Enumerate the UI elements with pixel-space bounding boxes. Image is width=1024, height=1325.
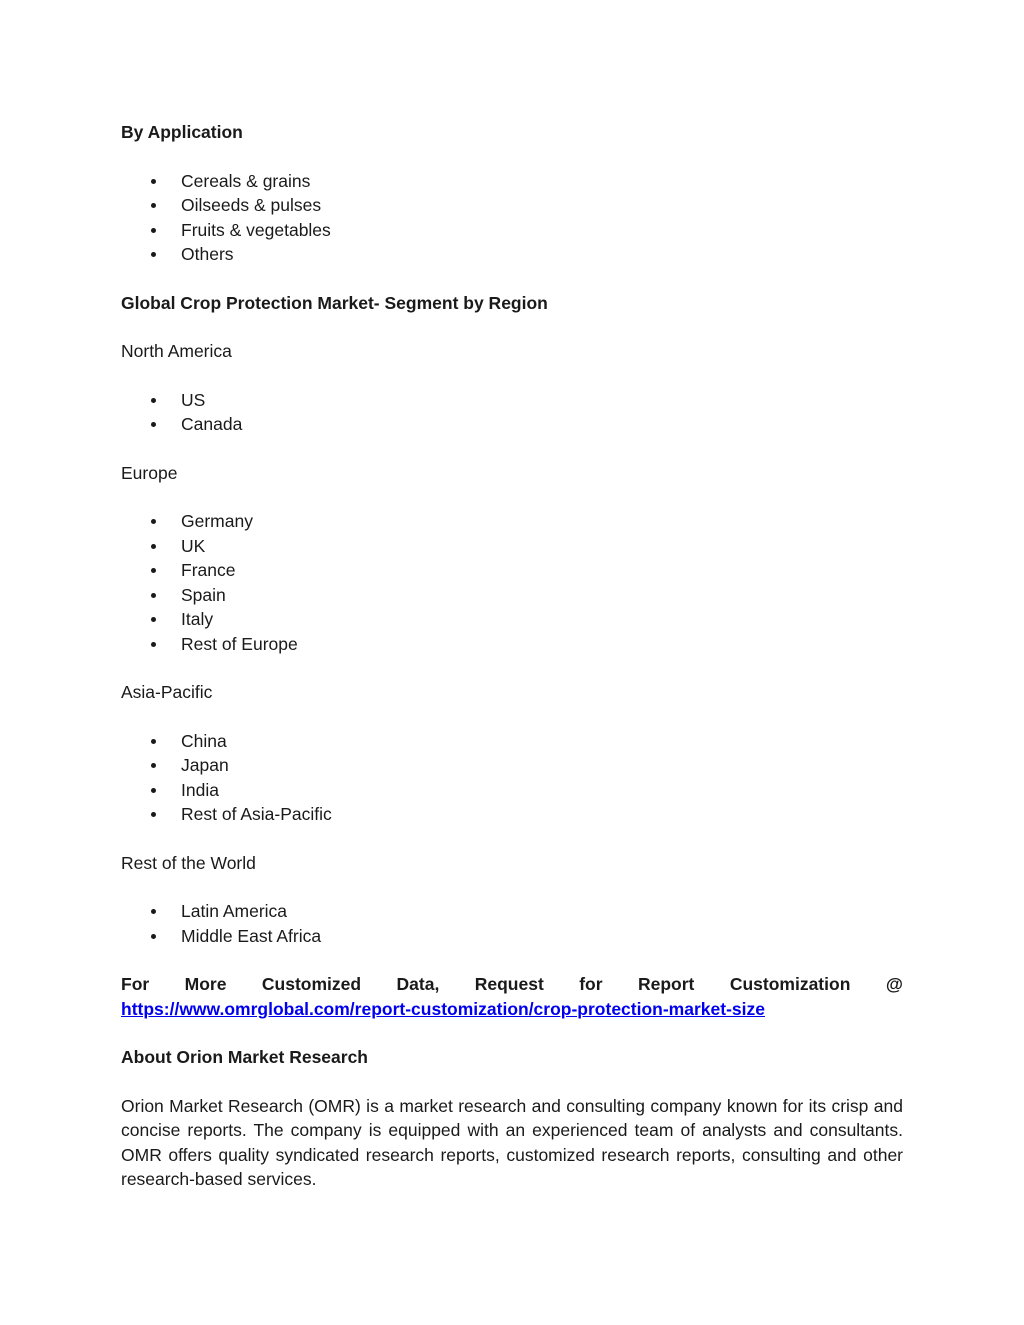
list-item: Fruits & vegetables — [121, 218, 903, 243]
region-list — [121, 899, 903, 948]
bullet-icon — [151, 934, 156, 939]
list-item: UK — [121, 534, 903, 559]
bullet-icon — [151, 519, 156, 524]
list-item: Oilseeds & pulses — [121, 193, 903, 218]
list-item: France — [121, 558, 903, 583]
list-item: Japan — [121, 753, 903, 778]
about-paragraph: Orion Market Research (OMR) is a market research and consulting company known for its crisp and concise reports. The company is equipped with an experienced team of analysts and consultants. OMR offers quality syndicated research reports, customized research reports, consulting and other research-based services. — [121, 1095, 903, 1189]
list-item: US — [121, 388, 903, 413]
bullet-icon — [151, 544, 156, 549]
cta-word: Report — [638, 974, 695, 994]
list-item: Canada — [121, 412, 903, 437]
region-name: Rest of the World — [121, 852, 256, 873]
bullet-icon — [151, 398, 156, 403]
bullet-icon — [151, 252, 156, 257]
cta-word: Data, — [396, 974, 440, 994]
bullet-icon — [151, 568, 156, 573]
cta-word: More — [184, 974, 227, 994]
about-heading: About Orion Market Research — [121, 1047, 368, 1067]
region-name: Asia-Pacific — [121, 682, 213, 702]
list-item: Rest of Asia-Pacific — [121, 802, 903, 827]
list-item: Spain — [121, 583, 903, 608]
list-item: Rest of Europe — [121, 632, 903, 657]
report-customization-link[interactable]: https://www.omrglobal.com/report-customization/crop-protection-market-size — [121, 998, 765, 1019]
list-item: Latin America — [121, 899, 903, 924]
region-list — [121, 388, 903, 437]
bullet-icon — [151, 203, 156, 208]
list-item: Germany — [121, 509, 903, 534]
bullet-icon — [151, 812, 156, 817]
bullet-icon — [151, 763, 156, 768]
bullet-icon — [151, 617, 156, 622]
list-item: Cereals & grains — [121, 169, 903, 194]
cta-word: Customization — [729, 974, 851, 994]
application-heading: By Application — [121, 122, 243, 142]
cta-word: @ — [885, 974, 903, 994]
region-list — [121, 509, 903, 656]
bullet-icon — [151, 228, 156, 233]
bullet-icon — [151, 788, 156, 793]
cta-word: Customized — [261, 974, 362, 994]
bullet-icon — [151, 642, 156, 647]
cta-word: for — [579, 974, 603, 994]
bullet-icon — [151, 593, 156, 598]
bullet-icon — [151, 909, 156, 914]
region-name: Europe — [121, 462, 178, 483]
cta-word: For — [121, 974, 150, 994]
application-list — [121, 169, 903, 267]
list-item: India — [121, 778, 903, 803]
bullet-icon — [151, 422, 156, 427]
cta-word: Request — [474, 974, 544, 994]
bullet-icon — [151, 739, 156, 744]
region-name: North America — [121, 341, 232, 361]
customization-request-line — [121, 972, 903, 997]
list-item: Others — [121, 242, 903, 267]
bullet-icon — [151, 179, 156, 184]
list-item: China — [121, 729, 903, 754]
list-item: Middle East Africa — [121, 924, 903, 949]
region-list — [121, 729, 903, 827]
region-heading: Global Crop Protection Market- Segment by Region — [121, 292, 548, 313]
document-page — [121, 120, 903, 1192]
list-item: Italy — [121, 607, 903, 632]
